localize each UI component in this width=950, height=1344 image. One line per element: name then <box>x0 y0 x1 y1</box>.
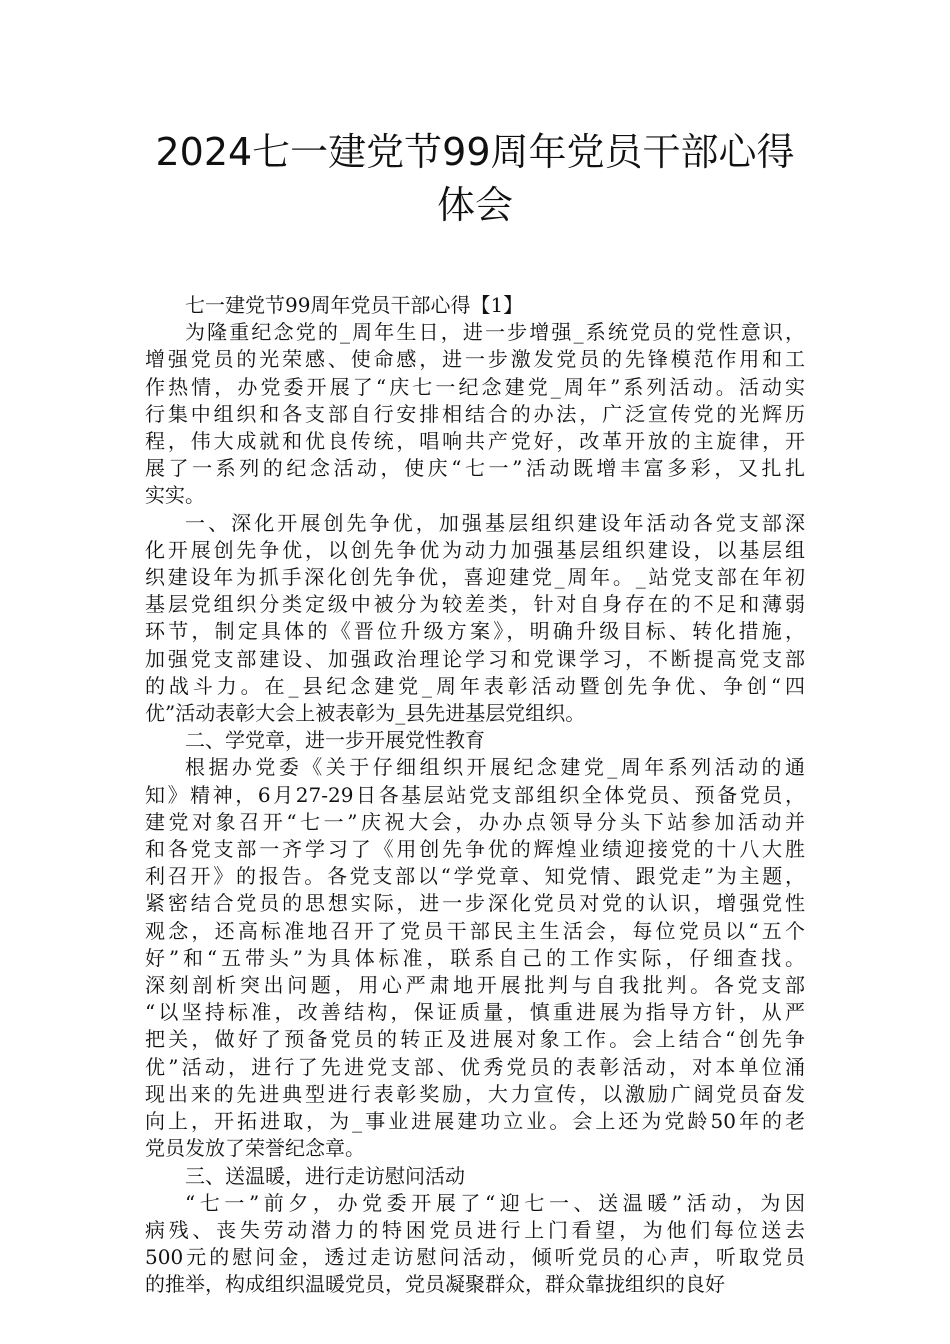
paragraph-line: 知》精神，6月27-29日各基层站党支部组织全体党员、预备党员， <box>145 782 805 807</box>
paragraph-line: 优”活动，进行了先进党支部、优秀党员的表彰活动，对本单位涌 <box>145 1054 805 1079</box>
paragraph-line: 作热情，办党委开展了“庆七一纪念建党_周年”系列活动。活动实 <box>145 374 805 399</box>
paragraph-line: 程，伟大成就和优良传统，唱响共产党好，改革开放的主旋律，开 <box>145 429 805 454</box>
paragraph-line: 紧密结合党员的思想实际，进一步深化党员对党的认识，增强党性 <box>145 891 805 916</box>
paragraph-line: 行集中组织和各支部自行安排相结合的办法，广泛宣传党的光辉历 <box>145 401 805 426</box>
paragraph-line: 基层党组织分类定级中被分为较差类，针对自身存在的不足和薄弱 <box>145 592 805 617</box>
document-title-line-1: 2024七一建党节99周年党员干部心得 <box>155 130 795 174</box>
paragraph-line: 一、深化开展创先争优，加强基层组织建设年活动各党支部深 <box>185 510 805 535</box>
paragraph-line: “七一”前夕，办党委开展了“迎七一、送温暖”活动，为因 <box>185 1190 805 1215</box>
paragraph-line: 的战斗力。在_县纪念建党_周年表彰活动暨创先争优、争创“四 <box>145 673 805 698</box>
body-paragraph <box>145 1163 805 1190</box>
paragraph-line: 观念，还高标准地召开了党员干部民主生活会，每位党员以“五个 <box>145 918 805 943</box>
body-paragraph <box>145 1190 805 1299</box>
paragraph-line: 增强党员的光荣感、使命感，进一步激发党员的先锋模范作用和工 <box>145 347 805 372</box>
document-body <box>145 292 805 1299</box>
paragraph-line: 建党对象召开“七一”庆祝大会，办办点领导分头下站参加活动并 <box>145 809 805 834</box>
paragraph-line: 加强党支部建设、加强政治理论学习和党课学习，不断提高党支部 <box>145 646 805 671</box>
document-title-line-2: 体会 <box>436 183 513 227</box>
paragraph-line: 优”活动表彰大会上被表彰为_县先进基层党组织。 <box>145 701 586 726</box>
document-title <box>100 126 850 232</box>
paragraph-line: 化开展创先争优，以创先争优为动力加强基层组织建设，以基层组 <box>145 537 805 562</box>
paragraph-line: 现出来的先进典型进行表彰奖励，大力宣传，以激励广阔党员奋发 <box>145 1081 805 1106</box>
paragraph-line: 党员发放了荣誉纪念章。 <box>145 1136 365 1161</box>
paragraph-line: 病残、丧失劳动潜力的特困党员进行上门看望，为他们每位送去 <box>145 1217 805 1242</box>
paragraph-line: 三、送温暖，进行走访慰问活动 <box>185 1163 465 1188</box>
paragraph-line: 实实。 <box>145 483 205 508</box>
paragraph-line: 好”和“五带头”为具体标准，联系自己的工作实际，仔细查找。 <box>145 945 805 970</box>
paragraph-line: 500元的慰问金，透过走访慰问活动，倾听党员的心声，听取党员 <box>145 1245 805 1270</box>
body-paragraph <box>145 319 805 509</box>
paragraph-line: 展了一系列的纪念活动，使庆“七一”活动既增丰富多彩，又扎扎 <box>145 456 805 481</box>
paragraph-line: 和各党支部一齐学习了《用创先争优的辉煌业绩迎接党的十八大胜 <box>145 837 805 862</box>
body-paragraph <box>145 292 805 319</box>
body-paragraph <box>145 754 805 1162</box>
paragraph-line: 七一建党节99周年党员干部心得【1】 <box>185 293 524 317</box>
body-paragraph <box>145 727 805 754</box>
paragraph-line: 二、学党章，进一步开展党性教育 <box>185 728 485 753</box>
paragraph-line: 根据办党委《关于仔细组织开展纪念建党_周年系列活动的通 <box>185 755 805 780</box>
paragraph-line: 环节，制定具体的《晋位升级方案》，明确升级目标、转化措施， <box>145 619 805 644</box>
paragraph-line: 把关，做好了预备党员的转正及进展对象工作。会上结合“创先争 <box>145 1027 805 1052</box>
body-paragraph <box>145 510 805 728</box>
paragraph-line: 向上，开拓进取，为_事业进展建功立业。会上还为党龄50年的老 <box>145 1109 805 1134</box>
paragraph-line: 利召开》的报告。各党支部以“学党章、知党情、跟党走”为主题， <box>145 864 805 889</box>
paragraph-line: “以坚持标准，改善结构，保证质量，慎重进展为指导方针，从严 <box>145 1000 805 1025</box>
paragraph-line: 为隆重纪念党的_周年生日，进一步增强_系统党员的党性意识， <box>185 320 805 345</box>
paragraph-line: 织建设年为抓手深化创先争优，喜迎建党_周年。_站党支部在年初 <box>145 565 805 590</box>
paragraph-line: 的推举，构成组织温暖党员，党员凝聚群众，群众靠拢组织的良好 <box>145 1272 725 1297</box>
paragraph-line: 深刻剖析突出问题，用心严肃地开展批判与自我批判。各党支部 <box>145 973 805 998</box>
